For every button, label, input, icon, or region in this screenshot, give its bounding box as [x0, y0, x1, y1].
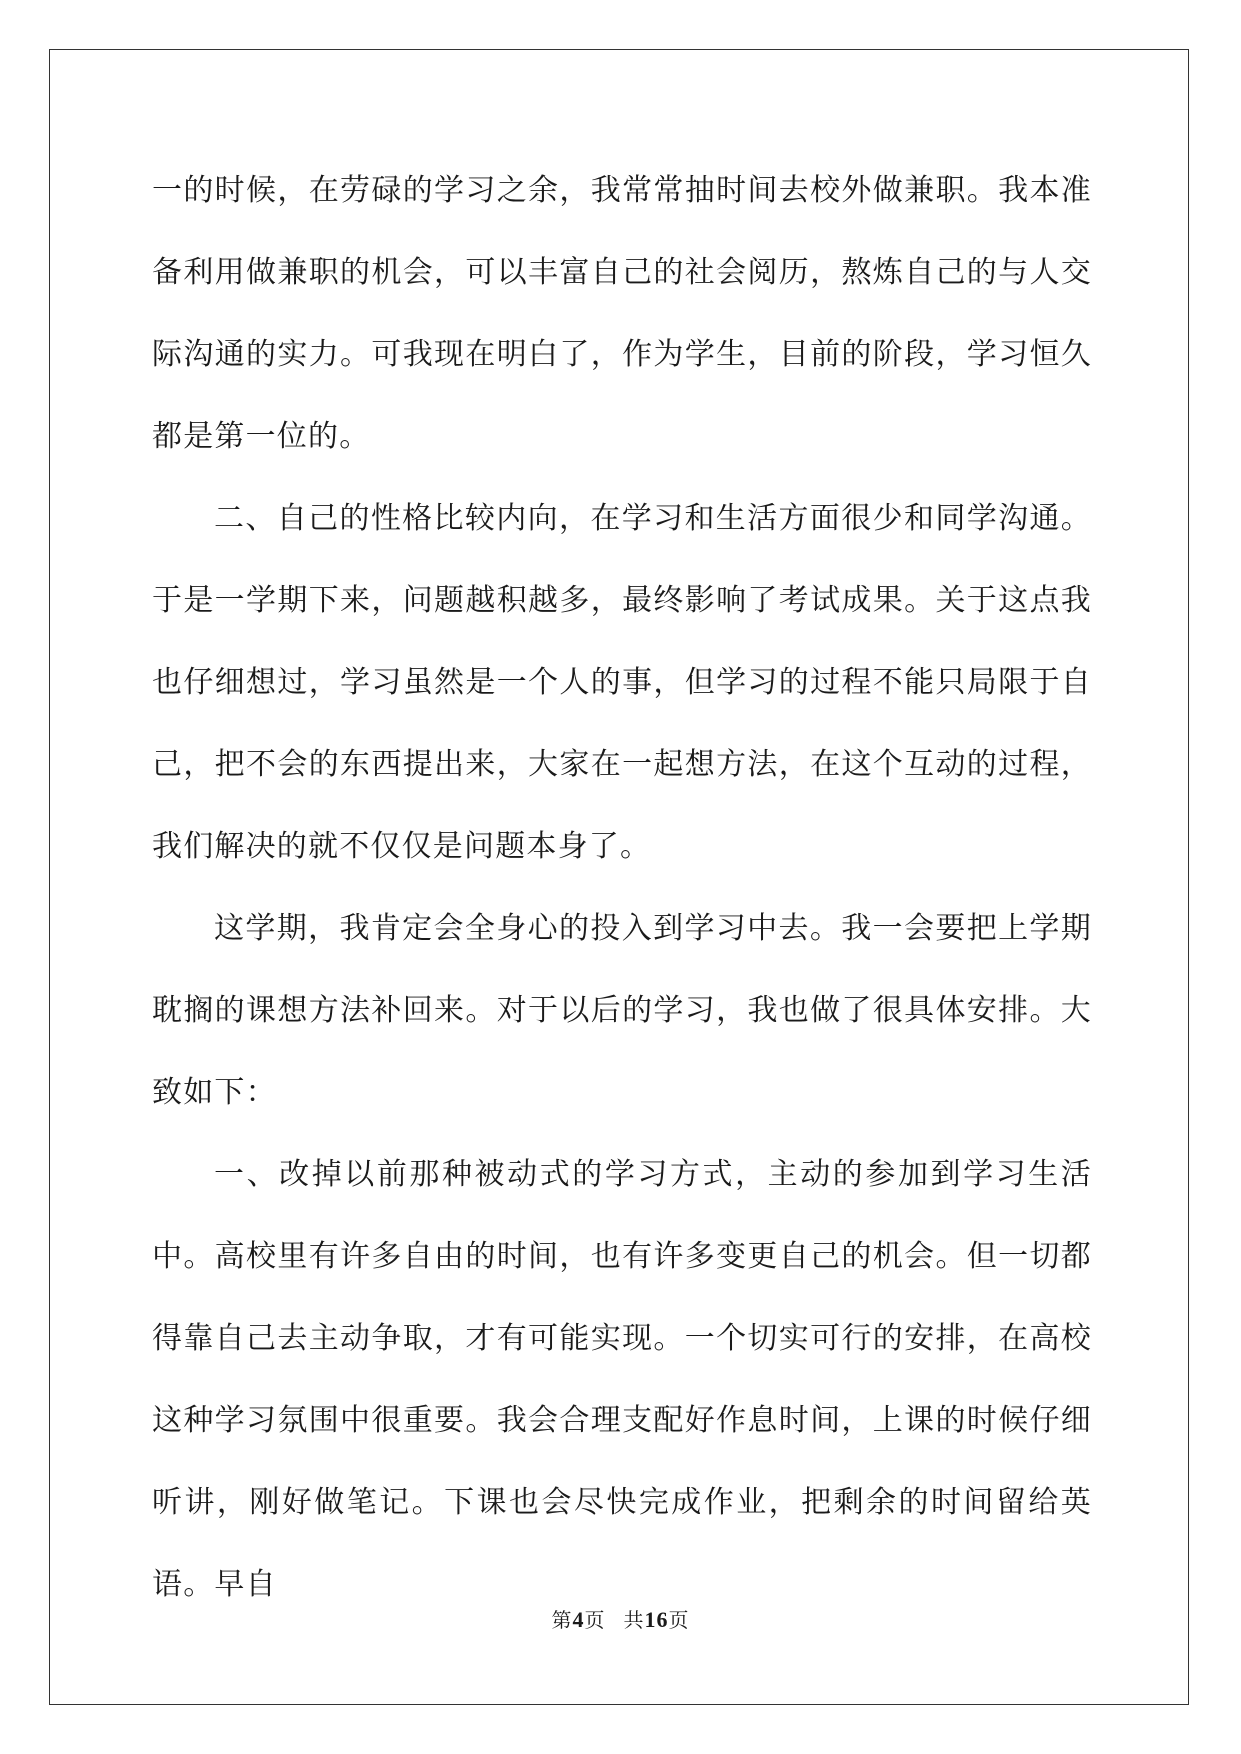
- page-prefix: 第: [551, 1608, 573, 1632]
- total-page-count: 16: [644, 1607, 669, 1632]
- page-footer: [0, 1604, 1241, 1633]
- paragraph-2: 二、自己的性格比较内向，在学习和生活方面很少和同学沟通。于是一学期下来，问题越积越多，最终影响了考试成果。关于这点我也仔细想过，学习虽然是一个人的事，但学习的过程不能只局限于自己，把不会的东西提出来，大家在一起想方法，在这个互动的过程，我们解决的就不仅仅是问题本身了。: [152, 501, 1092, 864]
- document-body: [152, 150, 1092, 1626]
- paragraph-4: 一、改掉以前那种被动式的学习方式，主动的参加到学习生活中。高校里有许多自由的时间，也有许多变更自己的机会。但一切都得靠自己去主动争取，才有可能实现。一个切实可行的安排，在高校这种学习氛围中很重要。我会合理支配好作息时间，上课的时候仔细听讲，刚好做笔记。下课也会尽快完成作业，把剩余的时间留给英语。早自: [152, 1157, 1092, 1602]
- total-prefix: 共: [623, 1608, 645, 1632]
- paragraph-3: 这学期，我肯定会全身心的投入到学习中去。我一会要把上学期耽搁的课想方法补回来。对于以后的学习，我也做了很具体安排。大致如下：: [152, 911, 1092, 1110]
- total-suffix: 页: [668, 1608, 690, 1632]
- paragraph-1: 一的时候，在劳碌的学习之余，我常常抽时间去校外做兼职。我本准备利用做兼职的机会，可以丰富自己的社会阅历，熬炼自己的与人交际沟通的实力。可我现在明白了，作为学生，目前的阶段，学习恒久都是第一位的。: [152, 173, 1092, 454]
- page-suffix: 页: [584, 1608, 606, 1632]
- current-page-number: 4: [572, 1607, 585, 1632]
